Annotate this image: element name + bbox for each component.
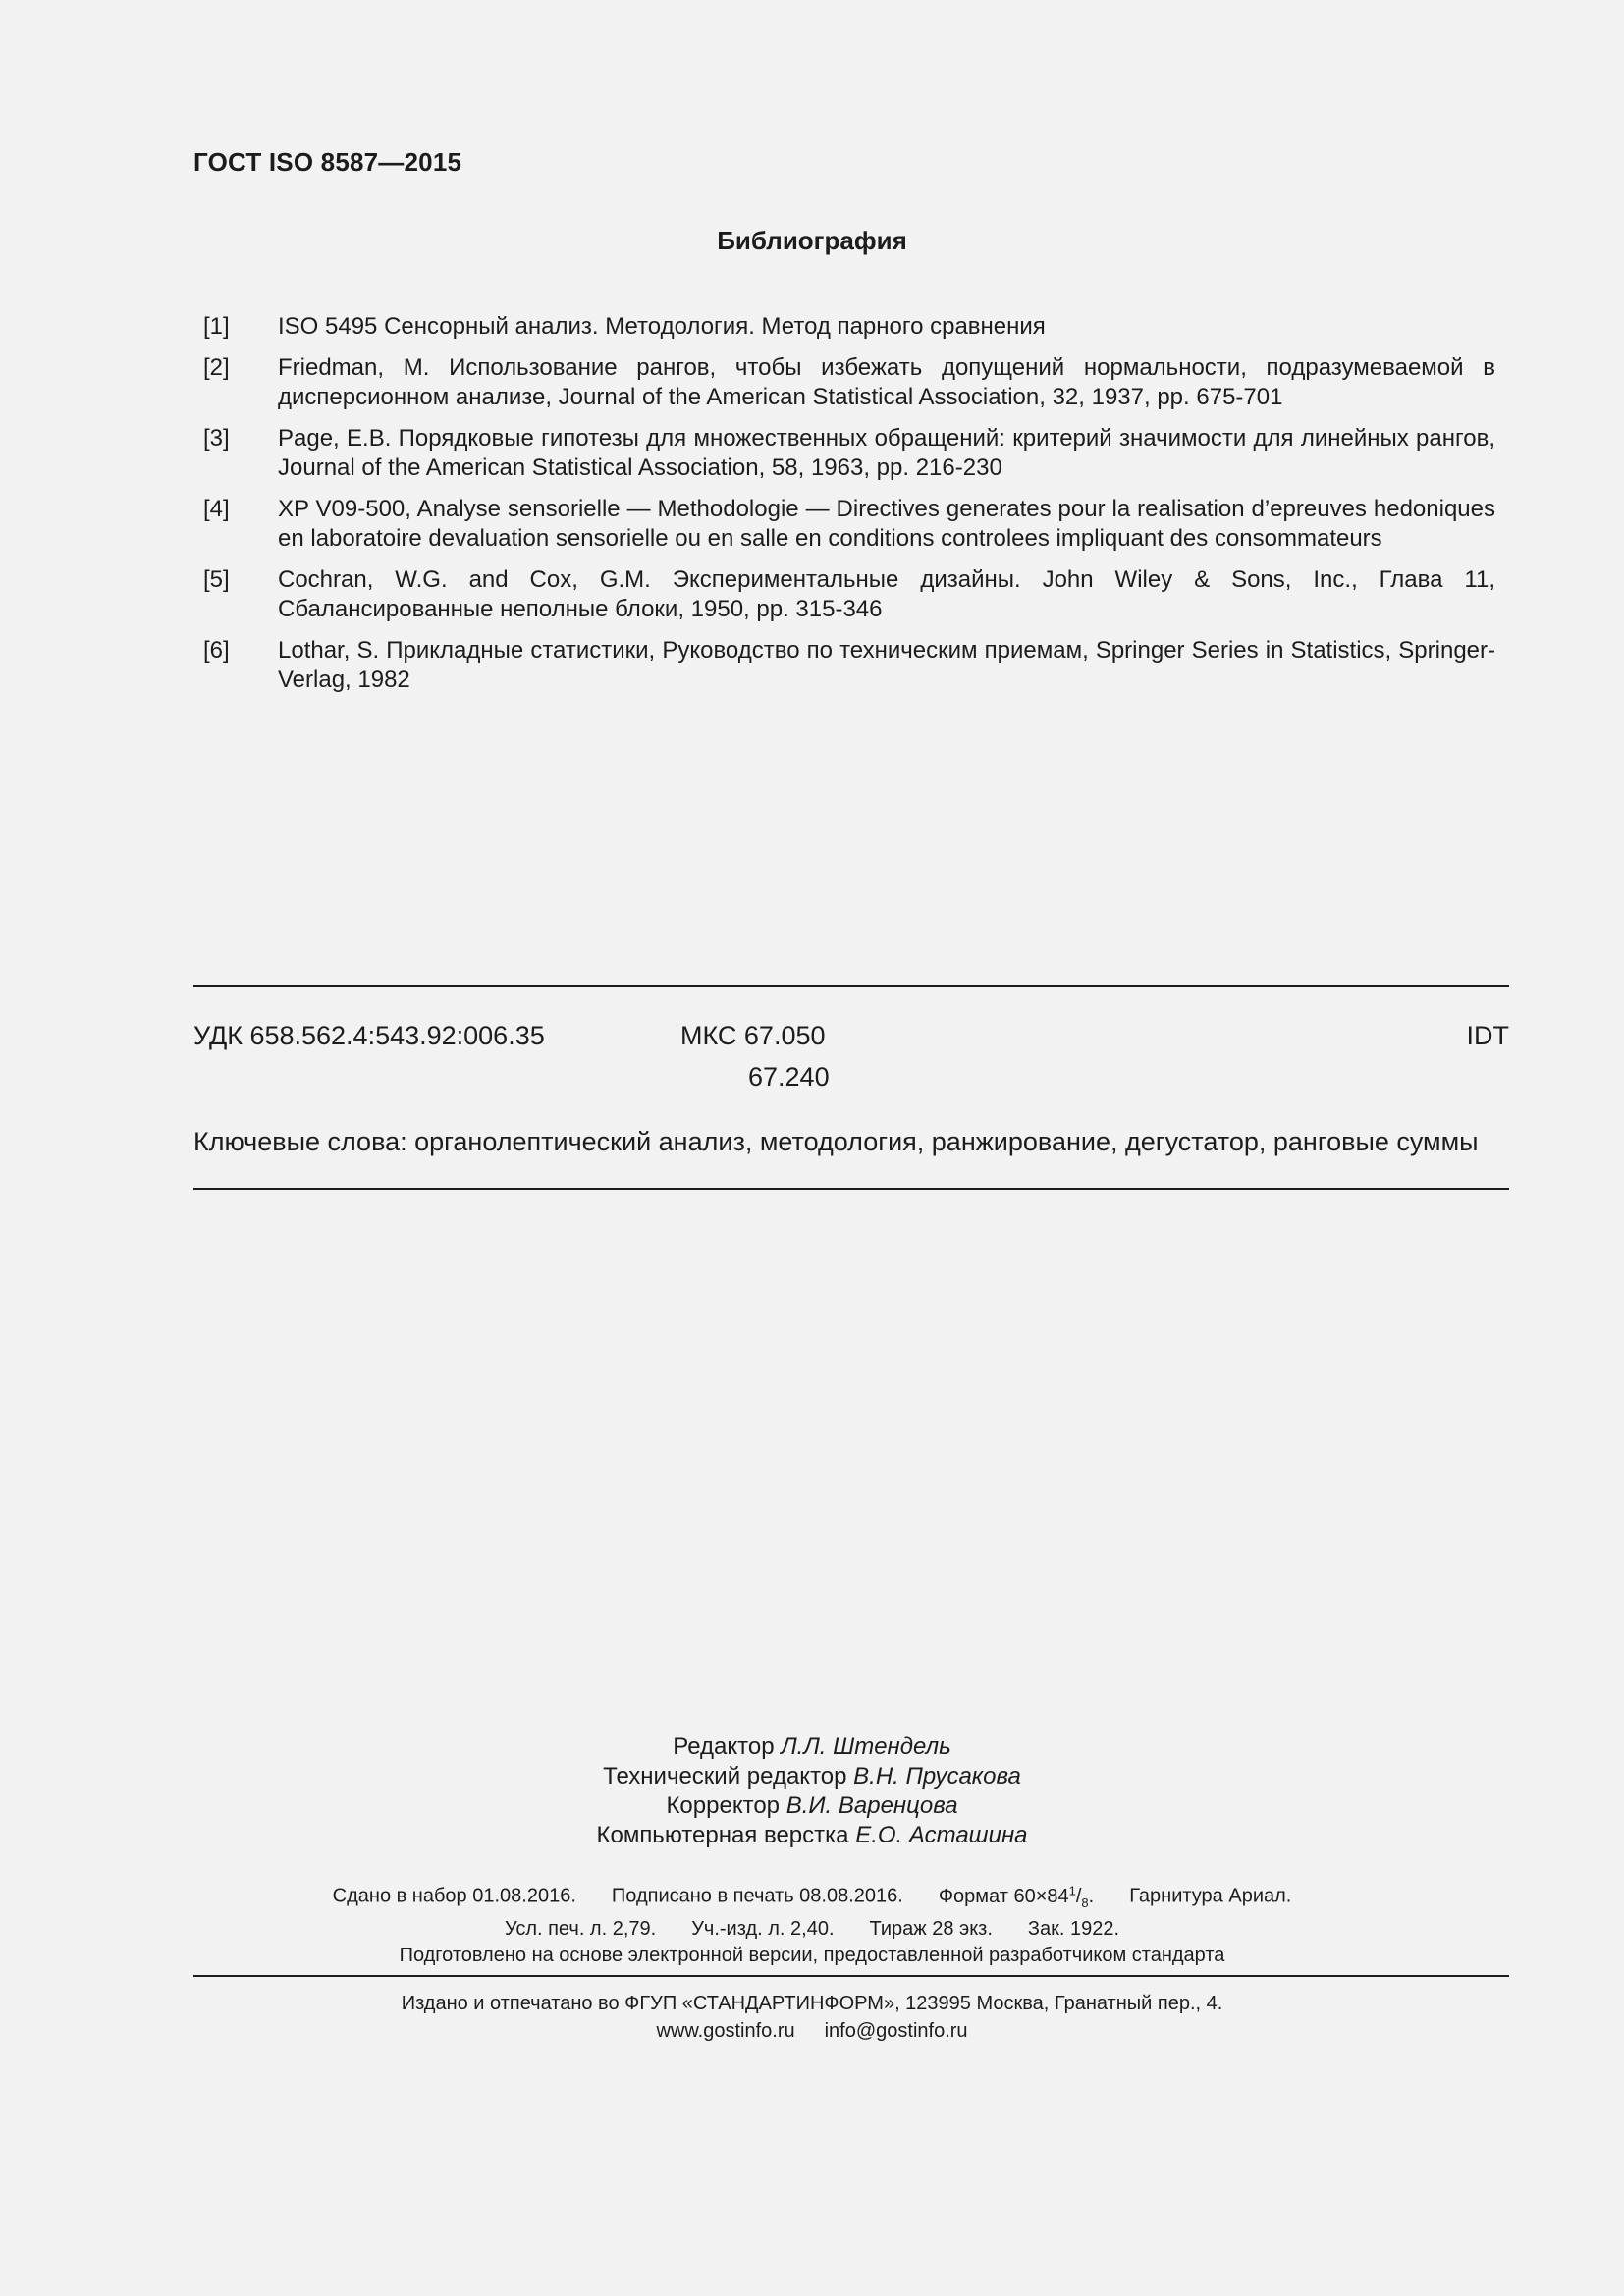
credit-role: Корректор: [666, 1792, 781, 1819]
bibliography-item-number: [5]: [203, 566, 230, 593]
bibliography-item-text: Lothar, S. Прикладные статистики, Руководство по техническим приемам, Springer Series in Statistics, Springer-Verlag, 1982: [278, 637, 1495, 693]
bibliography-item: [203, 495, 1495, 554]
bibliography-list: [203, 312, 1495, 707]
bibliography-item-text: Friedman, M. Использование рангов, чтобы избежать допущений нормальности, подразумеваемой в дисперсионном анализе, Journal of the American Statistical Association, 32, 1937, pp. 675-701: [278, 354, 1495, 410]
imprint-run: Тираж 28 экз.: [869, 1917, 993, 1940]
imprint-line2: [0, 1916, 1624, 1943]
bibliography-item-text: XP V09-500, Analyse sensorielle — Methodologie — Directives generates pour la realisation d’epreuves hedoniques en laboratoire devaluation sensorielle ou en salle en conditions controlees impliquant des consommateurs: [278, 496, 1495, 552]
bibliography-item: [203, 636, 1495, 695]
publisher-block: [0, 1990, 1624, 2045]
imprint-block: [0, 1877, 1624, 1969]
publisher-contacts: [0, 2017, 1624, 2045]
credit-name: В.Н. Прусакова: [853, 1763, 1021, 1789]
bibliography-title: Библиография: [717, 226, 907, 255]
mks-code-line2: 67.240: [748, 1062, 830, 1092]
bibliography-item-text: ISO 5495 Сенсорный анализ. Методология. Метод парного сравнения: [278, 313, 1046, 340]
imprint-sheets: Усл. печ. л. 2,79.: [504, 1917, 657, 1940]
divider-bottom: [193, 1975, 1509, 1977]
credit-role: Технический редактор: [603, 1763, 847, 1789]
bibliography-item-number: [2]: [203, 354, 230, 381]
bibliography-item-number: [3]: [203, 425, 230, 452]
credits-block: [0, 1733, 1624, 1850]
bibliography-item: [203, 424, 1495, 483]
imprint-sent: Сдано в набор 01.08.2016.: [332, 1885, 576, 1907]
bibliography-item-number: [4]: [203, 496, 230, 522]
idt-label: IDT: [1466, 1021, 1509, 1050]
imprint-prepared: Подготовлено на основе электронной версии, предоставленной разработчиком стандарта: [399, 1944, 1225, 1966]
credit-tech-editor: [0, 1762, 1624, 1791]
credit-role: Редактор: [673, 1734, 775, 1760]
credit-editor: [0, 1733, 1624, 1762]
bibliography-item-number: [6]: [203, 637, 230, 664]
credit-name: В.И. Варенцова: [785, 1792, 958, 1819]
bibliography-item-text: Cochran, W.G. and Cox, G.M. Экспериментальные дизайны. John Wiley & Sons, Inc., Глава 11, Сбалансированные неполные блоки, 1950, pp. 315-346: [278, 566, 1495, 622]
imprint-edit-sheets: Уч.-изд. л. 2,40.: [691, 1917, 835, 1940]
credit-role: Компьютерная верстка: [596, 1822, 849, 1848]
bibliography-item: [203, 353, 1495, 412]
imprint-order: Зак. 1922.: [1027, 1917, 1120, 1940]
credit-proofreader: [0, 1791, 1624, 1821]
mks-code-line1: МКС 67.050: [680, 1021, 826, 1050]
credit-name: Е.О. Асташина: [855, 1822, 1028, 1848]
imprint-format: Формат $60\times 84^1/_8$.: [938, 1883, 1095, 1910]
bibliography-item: [203, 312, 1495, 342]
credit-layout: [0, 1821, 1624, 1850]
keywords: Ключевые слова: органолептический анализ, методология, ранжирование, дегустатор, ранговые суммы: [193, 1127, 1479, 1156]
imprint-signed: Подписано в печать 08.08.2016.: [611, 1885, 903, 1907]
bibliography-item-text: Page, E.B. Порядковые гипотезы для множественных обращений: критерий значимости для линейных рангов, Journal of the American Statistical Association, 58, 1963, pp. 216-230: [278, 425, 1495, 481]
document-code: ГОСТ ISO 8587—2015: [193, 147, 462, 177]
imprint-font: Гарнитура Ариал.: [1129, 1885, 1292, 1907]
publisher-email: info@gostinfo.ru: [824, 2020, 968, 2042]
credit-name: Л.Л. Штендель: [781, 1734, 951, 1760]
publisher-website: www.gostinfo.ru: [656, 2020, 795, 2042]
divider-middle: [193, 1188, 1509, 1190]
bibliography-item-number: [1]: [203, 313, 230, 340]
divider-top: [193, 985, 1509, 987]
bibliography-item: [203, 565, 1495, 624]
publisher-line: Издано и отпечатано во ФГУП «СТАНДАРТИНФОРМ», 123995 Москва, Гранатный пер., 4.: [401, 1993, 1223, 2014]
udk-code: УДК 658.562.4:543.92:006.35: [193, 1021, 545, 1050]
imprint-line1: [0, 1877, 1624, 1916]
